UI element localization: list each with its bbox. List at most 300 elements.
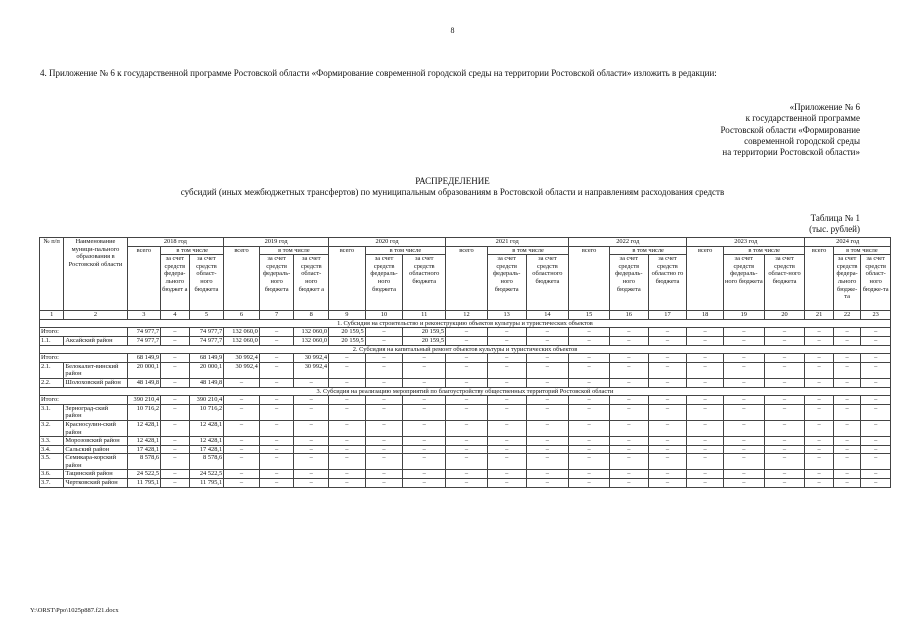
- value-cell: –: [861, 362, 891, 378]
- value-cell: –: [161, 404, 190, 420]
- table-label: Таблица № 1: [810, 213, 860, 223]
- municipality-name: Семикара-корский район: [64, 454, 127, 470]
- value-cell: –: [365, 404, 403, 420]
- value-cell: –: [569, 437, 610, 446]
- value-cell: –: [446, 420, 488, 436]
- value-cell: –: [487, 336, 526, 345]
- header-reg: за счет средств област-ного бюджета: [189, 255, 224, 311]
- header-year: 2019 год: [224, 238, 329, 247]
- table-row: [40, 454, 891, 470]
- appendix-line: к государственной программе: [745, 113, 860, 124]
- total-cell: –: [526, 396, 569, 405]
- table-header: [40, 238, 891, 320]
- total-cell: –: [723, 354, 764, 363]
- total-cell: –: [609, 354, 648, 363]
- column-number: 6: [224, 311, 260, 320]
- value-cell: –: [403, 362, 446, 378]
- value-cell: –: [294, 437, 329, 446]
- row-number: 3.7.: [40, 479, 64, 488]
- value-cell: –: [526, 454, 569, 470]
- value-cell: –: [687, 420, 724, 436]
- section-title-row: [40, 319, 891, 328]
- column-number: 3: [127, 311, 161, 320]
- value-cell: 20 159,5: [329, 336, 366, 345]
- appendix-heading: [660, 102, 860, 158]
- value-cell: –: [403, 470, 446, 479]
- value-cell: –: [487, 470, 526, 479]
- value-cell: –: [403, 404, 446, 420]
- value-cell: –: [764, 479, 805, 488]
- value-cell: 132 060,0: [294, 336, 329, 345]
- value-cell: –: [403, 378, 446, 387]
- value-cell: –: [609, 404, 648, 420]
- value-cell: –: [526, 479, 569, 488]
- value-cell: –: [723, 445, 764, 454]
- value-cell: –: [764, 437, 805, 446]
- column-number: 23: [861, 311, 891, 320]
- municipality-name: Аксайский район: [64, 336, 127, 345]
- value-cell: –: [446, 404, 488, 420]
- total-cell: –: [446, 328, 488, 337]
- header-incl: в том числе: [259, 246, 328, 255]
- total-cell: –: [526, 354, 569, 363]
- value-cell: –: [805, 445, 834, 454]
- total-cell: –: [259, 328, 294, 337]
- value-cell: –: [224, 437, 260, 446]
- table-row: [40, 362, 891, 378]
- value-cell: –: [723, 437, 764, 446]
- value-cell: 24 522,5: [127, 470, 161, 479]
- row-number: 3.4.: [40, 445, 64, 454]
- total-cell: –: [161, 396, 190, 405]
- total-cell: –: [609, 396, 648, 405]
- total-label: Итого:: [40, 328, 128, 337]
- value-cell: –: [446, 437, 488, 446]
- total-cell: –: [764, 328, 805, 337]
- total-cell: –: [224, 396, 260, 405]
- document-title: [0, 176, 905, 198]
- value-cell: –: [569, 454, 610, 470]
- value-cell: –: [687, 470, 724, 479]
- appendix-line: «Приложение № 6: [789, 102, 860, 112]
- file-path-footer: Y:\ORST\Ppo\1025p887.f21.docx: [30, 607, 119, 614]
- value-cell: –: [526, 445, 569, 454]
- value-cell: 20 000,1: [189, 362, 224, 378]
- value-cell: –: [526, 378, 569, 387]
- value-cell: –: [609, 378, 648, 387]
- value-cell: –: [805, 404, 834, 420]
- header-year: 2023 год: [687, 238, 805, 247]
- row-number: 3.3.: [40, 437, 64, 446]
- value-cell: –: [833, 378, 860, 387]
- column-number: 20: [764, 311, 805, 320]
- total-cell: 74 977,7: [127, 328, 161, 337]
- value-cell: –: [723, 378, 764, 387]
- value-cell: –: [861, 445, 891, 454]
- total-cell: 30 992,4: [224, 354, 260, 363]
- value-cell: –: [764, 336, 805, 345]
- row-number: 3.1.: [40, 404, 64, 420]
- total-cell: –: [365, 354, 403, 363]
- total-cell: –: [861, 328, 891, 337]
- appendix-line: Ростовской области «Формирование: [720, 124, 860, 135]
- value-cell: –: [487, 454, 526, 470]
- value-cell: 24 522,5: [189, 470, 224, 479]
- value-cell: –: [259, 336, 294, 345]
- column-number: 12: [446, 311, 488, 320]
- value-cell: 74 977,7: [189, 336, 224, 345]
- value-cell: –: [687, 362, 724, 378]
- total-cell: –: [764, 396, 805, 405]
- value-cell: –: [609, 454, 648, 470]
- header-reg: за счет средств област-ного бюджета: [764, 255, 805, 311]
- value-cell: –: [764, 404, 805, 420]
- value-cell: –: [294, 454, 329, 470]
- total-cell: –: [833, 354, 860, 363]
- value-cell: –: [329, 378, 366, 387]
- value-cell: –: [687, 437, 724, 446]
- value-cell: –: [224, 404, 260, 420]
- value-cell: –: [259, 445, 294, 454]
- value-cell: –: [224, 445, 260, 454]
- total-cell: –: [487, 328, 526, 337]
- header-fed: за счет средств федераль-ного бюджета: [609, 255, 648, 311]
- total-cell: –: [861, 354, 891, 363]
- value-cell: –: [403, 437, 446, 446]
- value-cell: 20 000,1: [127, 362, 161, 378]
- municipality-name: Тацинский район: [64, 470, 127, 479]
- value-cell: –: [723, 404, 764, 420]
- header-total: всего: [446, 246, 488, 311]
- value-cell: –: [365, 362, 403, 378]
- value-cell: –: [723, 336, 764, 345]
- value-cell: –: [723, 470, 764, 479]
- value-cell: –: [259, 362, 294, 378]
- value-cell: –: [833, 479, 860, 488]
- total-cell: –: [487, 396, 526, 405]
- total-cell: –: [294, 396, 329, 405]
- total-cell: 390 210,4: [189, 396, 224, 405]
- subtitle-line: субсидий (иных межбюджетных трансфертов) по муниципальным образованиям в Ростовской области и направлениям расходования средств: [180, 187, 725, 197]
- appendix-line: на территории Ростовской области»: [722, 147, 860, 158]
- header-incl: в том числе: [833, 246, 890, 255]
- title-line: РАСПРЕДЕЛЕНИЕ: [415, 176, 490, 186]
- header-fed: за счет средств федераль-ного бюджета: [723, 255, 764, 311]
- value-cell: –: [526, 404, 569, 420]
- value-cell: –: [805, 336, 834, 345]
- value-cell: –: [161, 420, 190, 436]
- value-cell: –: [861, 404, 891, 420]
- value-cell: –: [294, 445, 329, 454]
- value-cell: 30 992,4: [294, 362, 329, 378]
- value-cell: –: [259, 420, 294, 436]
- value-cell: –: [446, 336, 488, 345]
- value-cell: –: [609, 336, 648, 345]
- total-cell: –: [805, 396, 834, 405]
- column-number: 19: [723, 311, 764, 320]
- page-number: 8: [450, 26, 455, 35]
- value-cell: 12 428,1: [189, 420, 224, 436]
- value-cell: –: [294, 479, 329, 488]
- total-cell: –: [365, 396, 403, 405]
- value-cell: –: [329, 479, 366, 488]
- municipality-name: Шолоховский район: [64, 378, 127, 387]
- value-cell: –: [161, 437, 190, 446]
- header-reg: за счет средств област-ного бюджет а: [294, 255, 329, 311]
- row-number: 2.1.: [40, 362, 64, 378]
- total-cell: –: [446, 354, 488, 363]
- total-cell: –: [526, 328, 569, 337]
- total-cell: –: [833, 396, 860, 405]
- value-cell: –: [609, 362, 648, 378]
- total-cell: 132 060,0: [294, 328, 329, 337]
- total-cell: 20 159,5: [329, 328, 366, 337]
- total-cell: –: [609, 328, 648, 337]
- row-number: 1.1.: [40, 336, 64, 345]
- total-label: Итого:: [40, 354, 128, 363]
- value-cell: 17 428,1: [189, 445, 224, 454]
- value-cell: –: [648, 362, 687, 378]
- total-cell: –: [569, 396, 610, 405]
- value-cell: –: [833, 437, 860, 446]
- column-number: 11: [403, 311, 446, 320]
- column-number: 4: [161, 311, 190, 320]
- value-cell: –: [403, 454, 446, 470]
- value-cell: –: [329, 454, 366, 470]
- value-cell: –: [764, 378, 805, 387]
- value-cell: –: [861, 454, 891, 470]
- header-total: всего: [224, 246, 260, 311]
- value-cell: –: [723, 362, 764, 378]
- total-cell: –: [365, 328, 403, 337]
- table-row: [40, 378, 891, 387]
- column-number: 17: [648, 311, 687, 320]
- value-cell: –: [609, 420, 648, 436]
- value-cell: 8 578,6: [127, 454, 161, 470]
- value-cell: –: [764, 420, 805, 436]
- value-cell: –: [487, 479, 526, 488]
- table-unit: (тыс. рублей): [809, 223, 860, 234]
- header-year: 2020 год: [329, 238, 446, 247]
- value-cell: –: [365, 378, 403, 387]
- total-cell: 390 210,4: [127, 396, 161, 405]
- value-cell: –: [487, 445, 526, 454]
- header-reg: за счет средств областного бюджета: [403, 255, 446, 311]
- value-cell: –: [403, 420, 446, 436]
- value-cell: –: [526, 336, 569, 345]
- value-cell: –: [833, 336, 860, 345]
- value-cell: –: [294, 378, 329, 387]
- value-cell: –: [294, 470, 329, 479]
- value-cell: –: [861, 336, 891, 345]
- total-cell: –: [329, 396, 366, 405]
- section-title: 3. Субсидия на реализацию мероприятий по благоустройству общественных территорий Ростовской области: [40, 387, 891, 396]
- value-cell: –: [833, 470, 860, 479]
- value-cell: –: [569, 362, 610, 378]
- value-cell: –: [487, 437, 526, 446]
- value-cell: –: [487, 362, 526, 378]
- total-cell: –: [446, 396, 488, 405]
- table-body: [40, 319, 891, 487]
- value-cell: –: [687, 336, 724, 345]
- header-total: всего: [329, 246, 366, 311]
- value-cell: –: [161, 336, 190, 345]
- value-cell: –: [764, 362, 805, 378]
- row-number: 3.5.: [40, 454, 64, 470]
- header-num: № п/п: [40, 238, 64, 311]
- intro-paragraph: 4. Приложение № 6 к государственной программе Ростовской области «Формирование современной городской среды на территории Ростовской области» изложить в редакции:: [40, 68, 717, 78]
- column-number: 2: [64, 311, 127, 320]
- value-cell: 8 578,6: [189, 454, 224, 470]
- header-year: 2022 год: [569, 238, 687, 247]
- value-cell: –: [329, 470, 366, 479]
- total-label: Итого:: [40, 396, 128, 405]
- column-number: 14: [526, 311, 569, 320]
- value-cell: –: [861, 470, 891, 479]
- total-cell: –: [723, 328, 764, 337]
- column-number: 8: [294, 311, 329, 320]
- header-total: всего: [687, 246, 724, 311]
- value-cell: 48 149,8: [189, 378, 224, 387]
- value-cell: –: [161, 479, 190, 488]
- value-cell: –: [609, 479, 648, 488]
- value-cell: –: [446, 454, 488, 470]
- value-cell: –: [569, 420, 610, 436]
- value-cell: –: [526, 437, 569, 446]
- value-cell: –: [446, 378, 488, 387]
- total-cell: –: [403, 396, 446, 405]
- section-title: 1. Субсидия на строительство и реконструкцию объектов культуры и туристических объектов: [40, 319, 891, 328]
- value-cell: –: [161, 454, 190, 470]
- total-cell: –: [161, 354, 190, 363]
- municipality-name: Морозовский район: [64, 437, 127, 446]
- header-reg: за счет средств областного бюджета: [526, 255, 569, 311]
- total-cell: –: [329, 354, 366, 363]
- value-cell: –: [648, 336, 687, 345]
- value-cell: –: [648, 479, 687, 488]
- value-cell: –: [723, 420, 764, 436]
- value-cell: –: [259, 470, 294, 479]
- total-cell: 132 060,0: [224, 328, 260, 337]
- value-cell: –: [224, 378, 260, 387]
- municipality-name: Зерноград-ский район: [64, 404, 127, 420]
- value-cell: –: [365, 437, 403, 446]
- value-cell: –: [446, 479, 488, 488]
- value-cell: –: [259, 479, 294, 488]
- distribution-table: [39, 237, 891, 488]
- value-cell: –: [833, 445, 860, 454]
- value-cell: –: [805, 470, 834, 479]
- row-number: 2.2.: [40, 378, 64, 387]
- value-cell: –: [526, 470, 569, 479]
- column-number: 9: [329, 311, 366, 320]
- value-cell: –: [569, 445, 610, 454]
- table-row: [40, 336, 891, 345]
- value-cell: –: [161, 445, 190, 454]
- value-cell: –: [648, 445, 687, 454]
- municipality-name: Белокалит-винский район: [64, 362, 127, 378]
- value-cell: –: [764, 470, 805, 479]
- section-title-row: [40, 387, 891, 396]
- value-cell: –: [805, 437, 834, 446]
- value-cell: –: [224, 470, 260, 479]
- column-number: 21: [805, 311, 834, 320]
- municipality-name: Сальский район: [64, 445, 127, 454]
- value-cell: –: [861, 479, 891, 488]
- value-cell: –: [487, 404, 526, 420]
- value-cell: –: [805, 362, 834, 378]
- total-row: [40, 396, 891, 405]
- value-cell: –: [687, 378, 724, 387]
- value-cell: –: [259, 437, 294, 446]
- total-cell: –: [833, 328, 860, 337]
- value-cell: –: [526, 420, 569, 436]
- value-cell: –: [805, 479, 834, 488]
- value-cell: –: [648, 454, 687, 470]
- header-year: 2021 год: [446, 238, 569, 247]
- value-cell: –: [609, 445, 648, 454]
- value-cell: –: [329, 445, 366, 454]
- value-cell: –: [805, 378, 834, 387]
- value-cell: –: [161, 362, 190, 378]
- column-number: 16: [609, 311, 648, 320]
- value-cell: –: [805, 454, 834, 470]
- value-cell: –: [648, 404, 687, 420]
- total-cell: –: [687, 328, 724, 337]
- total-cell: –: [805, 354, 834, 363]
- value-cell: –: [569, 404, 610, 420]
- table-row: [40, 404, 891, 420]
- total-cell: –: [648, 354, 687, 363]
- value-cell: –: [723, 454, 764, 470]
- value-cell: –: [569, 336, 610, 345]
- value-cell: 10 716,2: [189, 404, 224, 420]
- header-fed: за счет средств федераль-ного бюджета: [365, 255, 403, 311]
- table-row: [40, 445, 891, 454]
- value-cell: –: [294, 420, 329, 436]
- value-cell: 10 716,2: [127, 404, 161, 420]
- value-cell: –: [861, 437, 891, 446]
- value-cell: –: [569, 378, 610, 387]
- column-number: 22: [833, 311, 860, 320]
- value-cell: –: [224, 479, 260, 488]
- header-fed: за счет средств федераль-ного бюджета: [259, 255, 294, 311]
- header-reg: за счет средств област-ного бюдже-та: [861, 255, 891, 311]
- value-cell: –: [609, 470, 648, 479]
- value-cell: –: [403, 479, 446, 488]
- row-number: 3.2.: [40, 420, 64, 436]
- header-year: 2024 год: [805, 238, 891, 247]
- table-row: [40, 470, 891, 479]
- header-fed: за счет средств федера-льного бюджет а: [161, 255, 190, 311]
- total-cell: 68 149,9: [189, 354, 224, 363]
- value-cell: –: [861, 420, 891, 436]
- total-cell: –: [687, 354, 724, 363]
- value-cell: –: [487, 420, 526, 436]
- column-number: 13: [487, 311, 526, 320]
- value-cell: –: [224, 454, 260, 470]
- header-incl: в том числе: [609, 246, 686, 255]
- total-cell: –: [648, 396, 687, 405]
- header-incl: в том числе: [161, 246, 224, 255]
- value-cell: –: [294, 404, 329, 420]
- value-cell: –: [648, 420, 687, 436]
- value-cell: –: [833, 420, 860, 436]
- municipality-name: Чертковский район: [64, 479, 127, 488]
- value-cell: –: [446, 362, 488, 378]
- value-cell: –: [403, 445, 446, 454]
- value-cell: –: [329, 362, 366, 378]
